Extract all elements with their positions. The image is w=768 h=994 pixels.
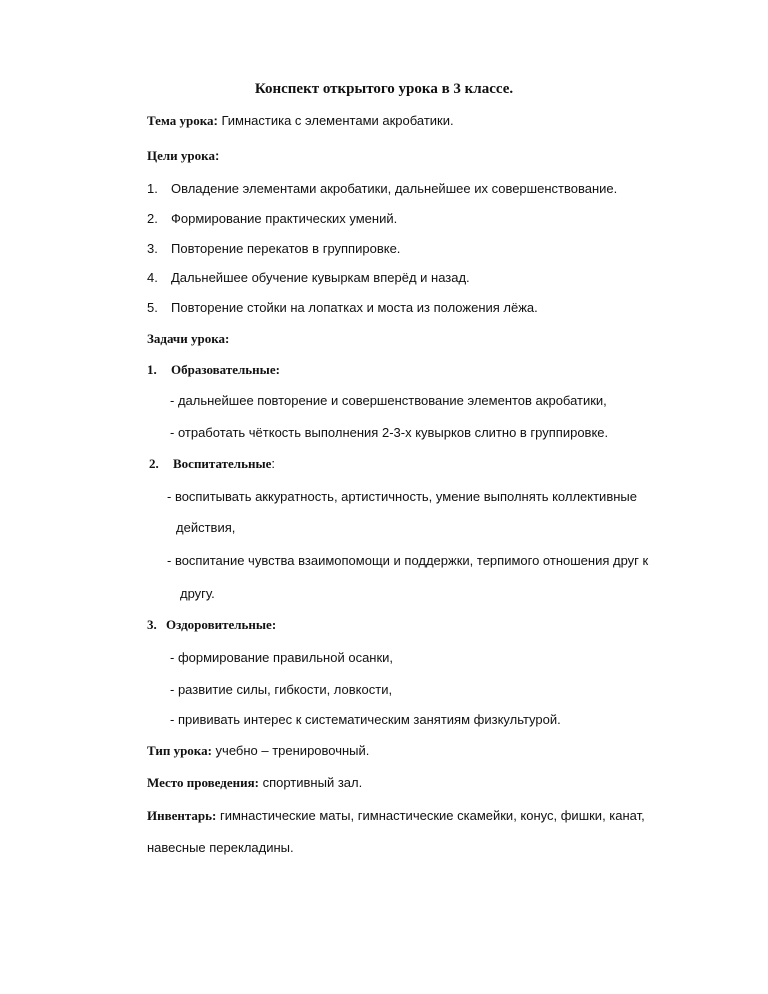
task-item: - воспитывать аккуратность, артистичность, умение выполнять коллективные (167, 489, 637, 504)
venue-label: Место проведения: (147, 775, 259, 790)
task-item: - воспитание чувства взаимопомощи и поддержки, терпимого отношения друг к (167, 553, 649, 568)
lesson-type-value: учебно – тренировочный. (211, 743, 370, 758)
equipment-value: гимнастические маты, гимнастические скамейки, конус, фишки, канат, (216, 808, 645, 823)
tasks-heading: Задачи урока: (147, 331, 230, 346)
venue-line (147, 775, 362, 791)
tasks-educational-label: Образовательные: (171, 362, 280, 377)
task-item: - развитие силы, гибкости, ловкости, (170, 682, 393, 697)
tasks-upbringing-colon: : (271, 456, 275, 471)
equipment-line (147, 808, 645, 824)
goals-heading (147, 148, 219, 164)
equipment-continuation: навесные перекладины. (147, 840, 294, 855)
document-title: Конспект открытого урока в 3 классе. (254, 81, 514, 97)
goal-text: Повторение перекатов в группировке. (171, 241, 401, 256)
goal-number: 2. (147, 211, 158, 226)
tasks-health-heading (147, 617, 277, 633)
equipment-label: Инвентарь: (147, 808, 217, 823)
lesson-type-line (147, 743, 369, 759)
goal-item (147, 300, 538, 316)
tasks-educational-heading (147, 362, 280, 378)
lesson-type-label: Тип урока: (147, 743, 212, 758)
task-item: - дальнейшее повторение и совершенствование элементов акробатики, (170, 393, 607, 408)
goal-text: Дальнейшее обучение кувыркам вперёд и назад. (171, 270, 470, 285)
task-item-continuation: другу. (180, 586, 215, 601)
tasks-health-label: Оздоровительные: (166, 617, 277, 632)
goal-text: Овладение элементами акробатики, дальнейшее их совершенствование. (171, 181, 618, 196)
task-item-continuation: действия, (176, 520, 236, 535)
topic-line (147, 113, 454, 129)
goals-colon: : (214, 148, 220, 163)
goal-item (147, 241, 401, 257)
goal-item (147, 270, 470, 286)
tasks-upbringing-label: Воспитательные (173, 456, 272, 471)
topic-colon: : (213, 113, 218, 128)
topic-value: Гимнастика с элементами акробатики. (217, 113, 454, 128)
task-item: - формирование правильной осанки, (170, 650, 394, 665)
goal-number: 4. (147, 270, 158, 285)
venue-value: спортивный зал. (258, 775, 363, 790)
topic-label: Тема урока (147, 113, 214, 128)
goal-item (147, 181, 618, 197)
goal-number: 5. (147, 300, 158, 315)
task-item: - прививать интерес к систематическим занятиям физкультурой. (170, 712, 561, 727)
goals-label: Цели урока (147, 148, 215, 163)
tasks-upbringing-number: 2. (149, 456, 159, 471)
tasks-health-number: 3. (147, 617, 157, 632)
goal-number: 3. (147, 241, 158, 256)
tasks-educational-number: 1. (147, 362, 157, 377)
goal-text: Повторение стойки на лопатках и моста из положения лёжа. (171, 300, 538, 315)
goal-text: Формирование практических умений. (171, 211, 398, 226)
task-item: - отработать чёткость выполнения 2-3-х кувырков слитно в группировке. (170, 425, 609, 440)
goal-item (147, 211, 398, 227)
goal-number: 1. (147, 181, 158, 196)
